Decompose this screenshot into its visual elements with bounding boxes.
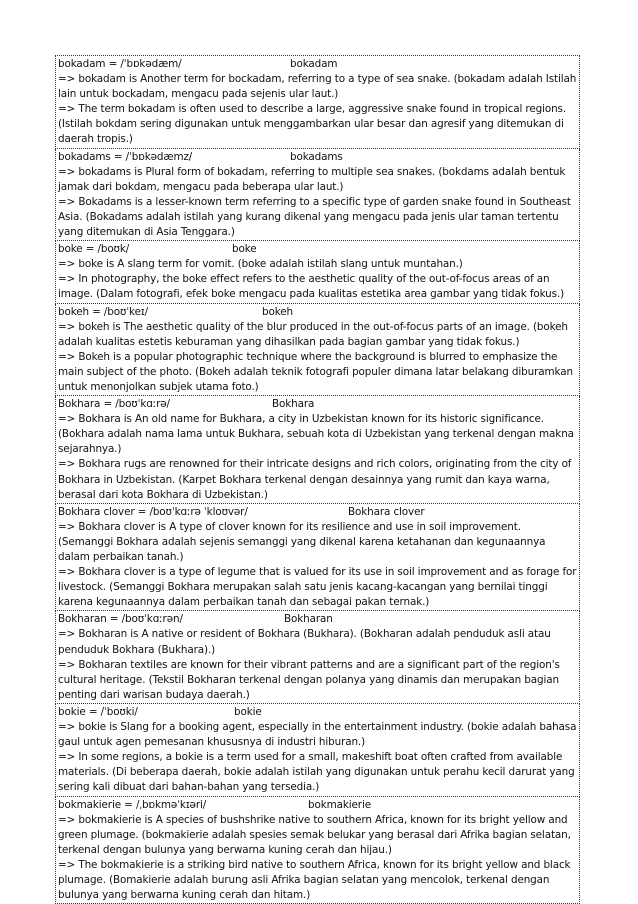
entry-pronunciation: Bokharan = /boʊˈkɑːrən/	[58, 612, 284, 627]
entry-definition: => Bokharan is A native or resident of Bokhara (Bukhara). (Bokharan adalah penduduk asli atau penduduk Bokhara (Bukhara).)	[58, 627, 577, 657]
entry-headline	[58, 798, 577, 813]
entry-pronunciation: bokadams = /ˈbɒkədæmz/	[58, 150, 290, 165]
entry-pronunciation: Bokhara = /boʊˈkɑːrə/	[58, 397, 272, 412]
entry-headline	[58, 705, 577, 720]
entry-word: Bokhara	[272, 397, 314, 412]
entry-headline	[58, 150, 577, 165]
entry-example: => In photography, the boke effect refers to the aesthetic quality of the out-of-focus areas of an image. (Dalam fotografi, efek boke mengacu pada kualitas estetika area gambar yang tidak fokus.)	[58, 272, 577, 302]
entry-definition: => boke is A slang term for vomit. (boke adalah istilah slang untuk muntahan.)	[58, 257, 577, 272]
dictionary-entry	[55, 611, 580, 704]
entry-word: boke	[232, 242, 257, 257]
entry-example: => Bokadams is a lesser-known term referring to a specific type of garden snake found in Southeast Asia. (Bokadams adalah istilah yang kurang dikenal yang mengacu pada jenis ular taman tertentu yang ditemukan di Asia Tenggara.)	[58, 195, 577, 240]
entry-example: => The bokmakierie is a striking bird native to southern Africa, known for its bright yellow and black plumage. (Bomakierie adalah burung asli Afrika bagian selatan yang mencolok, terkenal dengan bulunya yang berwarna kuning cerah dan hitam.)	[58, 858, 577, 903]
dictionary-entry	[55, 504, 580, 612]
entry-pronunciation: bokie = /ˈboʊki/	[58, 705, 234, 720]
entry-definition: => bokadam is Another term for bockadam, referring to a type of sea snake. (bokadam adalah Istilah lain untuk bockadam, mengacu pada sejenis ular laut.)	[58, 72, 577, 102]
entry-example: => In some regions, a bokie is a term used for a small, makeshift boat often crafted from available materials. (Di beberapa daerah, bokie adalah istilah yang digunakan untuk perahu kecil darurat yang sering kali dibuat dari bahan-bahan yang tersedia.)	[58, 750, 577, 795]
entry-headline	[58, 242, 577, 257]
entry-pronunciation: bokadam = /ˈbɒkədæm/	[58, 57, 290, 72]
entry-example: => The term bokadam is often used to describe a large, aggressive snake found in tropical regions. (Istilah bokdam sering digunakan untuk menggambarkan ular besar dan agresif yang ditemukan di daerah tropis.)	[58, 102, 577, 147]
dictionary-entry	[55, 241, 580, 303]
entry-definition: => bokmakierie is A species of bushshrike native to southern Africa, known for its bright yellow and green plumage. (bokmakierie adalah spesies semak belukar yang berasal dari Afrika bagian selatan, terkenal dengan bulunya yang berwarna kuning cerah dan hijau.)	[58, 813, 577, 858]
entry-word: bokadam	[290, 57, 337, 72]
entry-example: => Bokharan textiles are known for their vibrant patterns and are a significant part of the region's cultural heritage. (Tekstil Bokharan terkenal dengan polanya yang dinamis dan merupakan bagian penting dari warisan budaya daerah.)	[58, 658, 577, 703]
dictionary-entry	[55, 797, 580, 904]
entry-word: Bokharan	[284, 612, 333, 627]
entry-word: bokadams	[290, 150, 343, 165]
entry-headline	[58, 305, 577, 320]
entry-word: bokeh	[262, 305, 293, 320]
entry-word: Bokhara clover	[348, 505, 425, 520]
entry-pronunciation: boke = /boʊk/	[58, 242, 232, 257]
entry-word: bokmakierie	[308, 798, 371, 813]
entry-definition: => bokeh is The aesthetic quality of the blur produced in the out-of-focus parts of an image. (bokeh adalah kualitas estetis keburaman yang dihasilkan pada bagian gambar yang tidak fokus.)	[58, 320, 577, 350]
entry-headline	[58, 397, 577, 412]
entry-definition: => bokie is Slang for a booking agent, especially in the entertainment industry. (bokie adalah bahasa gaul untuk agen pemesanan khususnya di industri hiburan.)	[58, 720, 577, 750]
entry-headline	[58, 612, 577, 627]
entry-headline	[58, 505, 577, 520]
dictionary-entry	[55, 396, 580, 504]
entry-pronunciation: bokeh = /boʊˈkeɪ/	[58, 305, 262, 320]
entry-example: => Bokeh is a popular photographic technique where the background is blurred to emphasize the main subject of the photo. (Bokeh adalah teknik fotografi populer dimana latar belakang diburamkan untuk menonjolkan subjek utama foto.)	[58, 350, 577, 395]
entry-pronunciation: bokmakierie = /ˌbɒkməˈkɪəri/	[58, 798, 308, 813]
dictionary-page	[55, 55, 580, 904]
dictionary-entry	[55, 704, 580, 797]
dictionary-entry	[55, 149, 580, 242]
entry-definition: => Bokhara clover is A type of clover known for its resilience and use in soil improvement. (Semanggi Bokhara adalah sejenis semanggi yang dikenal karena ketahanan dan kegunaannya dalam perbaikan tanah.)	[58, 520, 577, 565]
entry-definition: => bokadams is Plural form of bokadam, referring to multiple sea snakes. (bokdams adalah bentuk jamak dari bokdam, mengacu pada beberapa ular laut.)	[58, 165, 577, 195]
entry-example: => Bokhara rugs are renowned for their intricate designs and rich colors, originating from the city of Bokhara in Uzbekistan. (Karpet Bokhara terkenal dengan desainnya yang rumit dan kaya warna, berasal dari kota Bokhara di Uzbekistan.)	[58, 457, 577, 502]
dictionary-entry	[55, 55, 580, 149]
entry-definition: => Bokhara is An old name for Bukhara, a city in Uzbekistan known for its historic significance. (Bokhara adalah nama lama untuk Bukhara, sebuah kota di Uzbekistan yang terkenal dengan makna sejarahnya.)	[58, 412, 577, 457]
entry-pronunciation: Bokhara clover = /boʊˈkɑːrə ˈkloʊvər/	[58, 505, 348, 520]
entry-word: bokie	[234, 705, 262, 720]
entry-example: => Bokhara clover is a type of legume that is valued for its use in soil improvement and as forage for livestock. (Semanggi Bokhara merupakan salah satu jenis kacang-kacangan yang bernilai tinggi karena kegunaannya dalam perbaikan tanah dan sebagai pakan ternak.)	[58, 565, 577, 610]
entry-headline	[58, 57, 577, 72]
dictionary-entry	[55, 304, 580, 397]
